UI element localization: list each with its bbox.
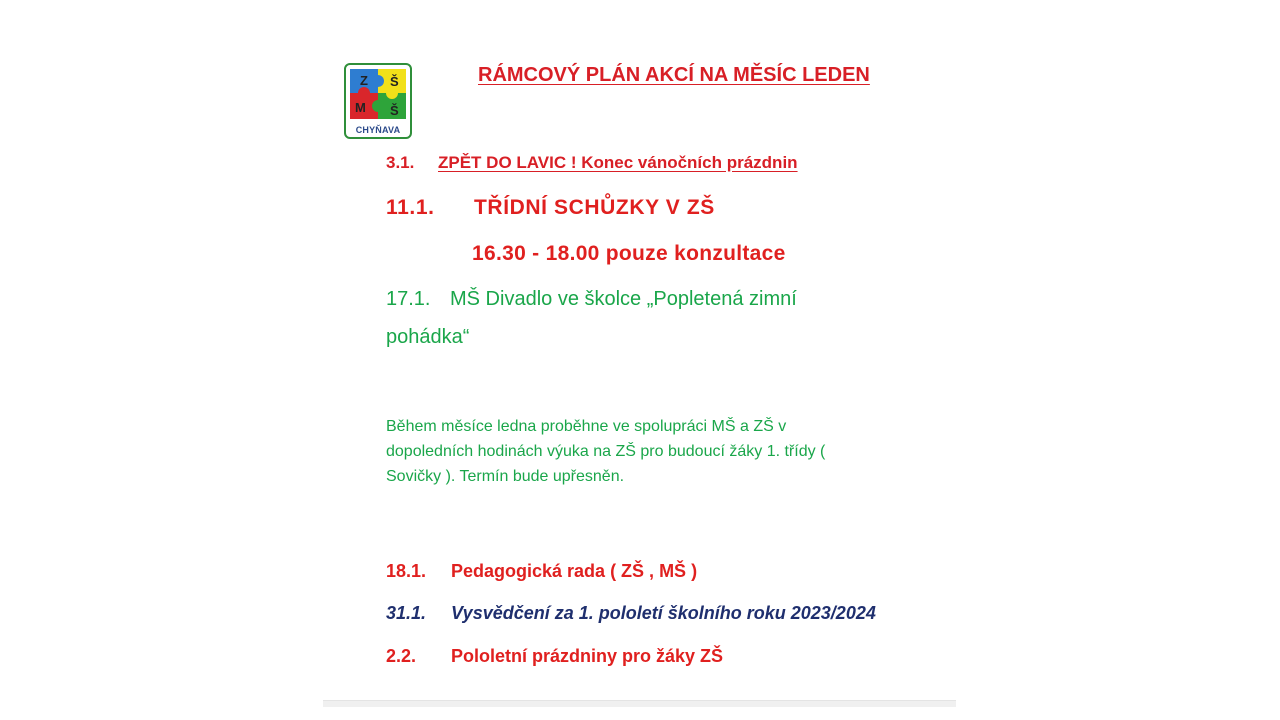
event-date: 17.1. xyxy=(386,288,431,310)
logo-letter-s1: Š xyxy=(390,74,399,89)
event-item xyxy=(386,603,876,624)
logo-letter-s2: Š xyxy=(390,103,399,118)
logo-letter-z: Z xyxy=(360,73,368,88)
note-line: Sovičky ). Termín bude upřesněn. xyxy=(386,468,625,485)
page-bottom-edge xyxy=(323,700,956,707)
logo-caption: CHYŇAVA xyxy=(355,125,401,135)
event-date: 18.1. xyxy=(386,561,427,581)
event-item xyxy=(386,561,697,582)
event-text: Pedagogická rada ( ZŠ , MŠ ) xyxy=(451,561,698,581)
note-paragraph xyxy=(386,414,906,489)
event-text: MŠ Divadlo ve školce „Popletená zimní xyxy=(450,288,797,310)
logo-letter-m: M xyxy=(355,100,366,115)
page-title: RÁMCOVÝ PLÁN AKCÍ NA MĚSÍC LEDEN xyxy=(478,64,870,86)
event-item xyxy=(386,288,797,311)
note-line: dopoledních hodinách výuka na ZŠ pro budoucí žáky 1. třídy ( xyxy=(386,443,826,460)
event-date: 11.1. xyxy=(386,196,435,219)
event-item xyxy=(386,196,715,220)
event-text: Vysvědčení za 1. pololetí školního roku 2023/2024 xyxy=(451,603,876,623)
event-item xyxy=(386,646,723,667)
event-detail: 16.30 - 18.00 pouze konzultace xyxy=(472,242,786,265)
event-text-continued: pohádka“ xyxy=(386,326,470,348)
event-item xyxy=(386,153,798,173)
note-line: Během měsíce ledna proběhne ve spolupráci MŠ a ZŠ v xyxy=(386,418,787,435)
event-date: 31.1. xyxy=(386,603,427,623)
event-text: Pololetní prázdniny pro žáky ZŠ xyxy=(451,646,724,666)
event-text: ZPĚT DO LAVIC ! Konec vánočních prázdnin xyxy=(438,153,798,172)
event-date: 2.2. xyxy=(386,646,417,666)
event-text: TŘÍDNÍ SCHŮZKY V ZŠ xyxy=(474,196,715,219)
puzzle-logo-icon xyxy=(346,65,410,123)
event-date: 3.1. xyxy=(386,153,415,172)
school-logo xyxy=(344,63,412,139)
